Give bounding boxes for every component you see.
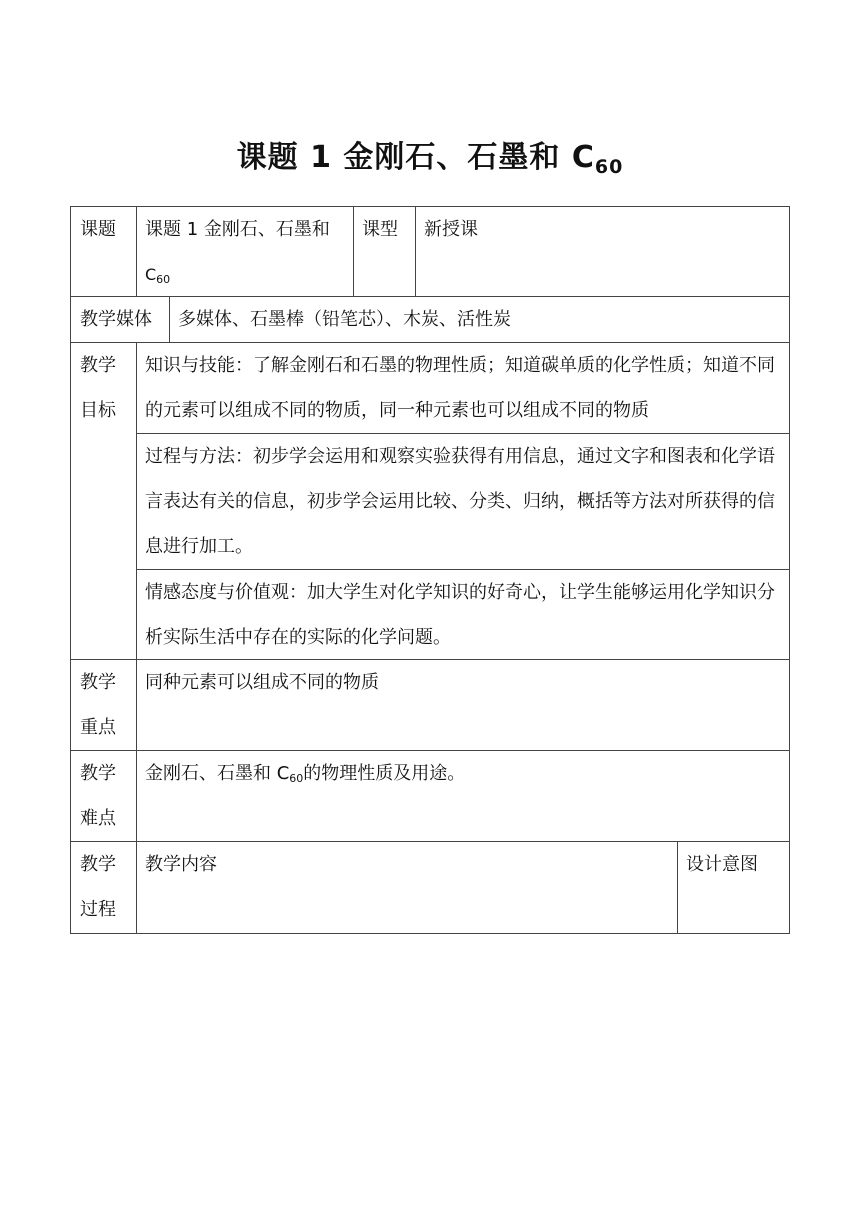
lesson-plan-table xyxy=(70,206,790,934)
page-title xyxy=(0,136,860,189)
difficulties-value-a: 金刚石、石墨和 C xyxy=(145,763,290,784)
process-content-header: 教学内容 xyxy=(136,842,677,933)
media-label: 教学媒体 xyxy=(80,309,152,330)
page-title-text: 课题 1 金刚石、石墨和 C xyxy=(236,140,595,175)
row-objectives xyxy=(70,343,790,660)
difficulties-value xyxy=(136,751,789,841)
row-key-points xyxy=(70,660,790,751)
topic-value-main: 课题 1 金刚石、石墨和 xyxy=(145,219,330,240)
objectives-stack xyxy=(136,343,789,659)
topic-label: 课题 xyxy=(80,219,116,240)
objective-knowledge: 知识与技能：了解金刚石和石墨的物理性质；知道碳单质的化学性质；知道不同的元素可以组成不同的物质，同一种元素也可以组成不同的物质 xyxy=(145,355,775,421)
row-process xyxy=(70,842,790,934)
key-points-value: 同种元素可以组成不同的物质 xyxy=(136,660,789,750)
objective-emotion: 情感态度与价值观：加大学生对化学知识的好奇心，让学生能够运用化学知识分析实际生活中存在的实际的化学问题。 xyxy=(137,569,789,660)
media-value: 多媒体、石墨棒（铅笔芯）、木炭、活性炭 xyxy=(169,297,789,342)
key-points-label: 教学重点 xyxy=(80,672,116,738)
difficulties-value-b: 的物理性质及用途。 xyxy=(303,763,466,784)
process-label: 教学过程 xyxy=(80,854,116,920)
topic-value-subscript: 60 xyxy=(156,273,171,286)
topic-value-c: C xyxy=(145,265,157,284)
difficulties-label: 教学难点 xyxy=(80,763,116,829)
page-title-subscript: 60 xyxy=(594,156,624,178)
type-value: 新授课 xyxy=(415,207,789,296)
topic-value xyxy=(136,207,353,296)
process-intent-header: 设计意图 xyxy=(677,842,789,933)
objective-process: 过程与方法：初步学会运用和观察实验获得有用信息，通过文字和图表和化学语言表达有关的信息，初步学会运用比较、分类、归纳，概括等方法对所获得的信息进行加工。 xyxy=(137,433,789,569)
type-label: 课型 xyxy=(353,207,415,296)
objectives-label: 教学目标 xyxy=(80,355,116,421)
row-difficulties xyxy=(70,751,790,842)
row-topic xyxy=(70,206,790,297)
difficulties-value-subscript: 60 xyxy=(289,772,304,785)
row-media xyxy=(70,297,790,343)
